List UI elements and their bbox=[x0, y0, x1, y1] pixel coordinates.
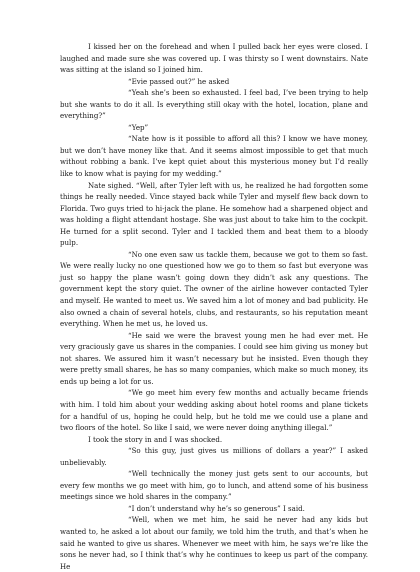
paragraph-afford-question: “Nate how is it possible to afford all this? I know we have money, but we don’t have money like that. And it seems almost impossible to get that much without robbing a bank. I’ve kept quiet about this mysterious money but I’d really like to know what is paying for my wedding.” bbox=[60, 134, 368, 179]
paragraph-kiss: I kissed her on the forehead and when I pulled back her eyes were closed. I laughed and made sure she was covered up. I was thirsty so I went downstairs. Nate was sitting at the island so I joined him. bbox=[60, 42, 368, 75]
paragraph-no-kids: “Well, when we met him, he said he never had any kids but wanted to, he asked a lot about our family, we told him the truth, and that’s when he said he wanted to give us shares. Whenever we meet with him, he says we’re like the sons he never had, so I think that’s why he continues to keep us part of the company. He bbox=[60, 515, 368, 571]
paragraph-exhausted: “Yeah she’s been so exhausted. I feel bad, I’ve been trying to help but she wants to do it all. Is everything still okay with the hotel, location, plane and everything?” bbox=[60, 88, 368, 121]
paragraph-technically: “Well technically the money just gets sent to our accounts, but every few months we go meet with him, go to lunch, and attend some of his business meetings since we hold shares in the company.” bbox=[60, 469, 368, 502]
paragraph-millions: “So this guy, just gives us millions of dollars a year?” I asked unbelievably. bbox=[60, 446, 368, 467]
paragraph-nate-sighed: Nate sighed. “Well, after Tyler left with us, he realized he had forgotten some things he really needed. Vince stayed back while Tyler and myself flew back down to Florida. Two guys tried to hi-jack the plane. He somehow had a sharpened object and was holding a flight attendant hostage. She was just about to take him to the cockpit. He turned for a split second. Tyler and I tackled them and beat them to a bloody pulp. bbox=[60, 180, 368, 248]
story-text bbox=[60, 41, 368, 572]
paragraph-bravest: “He said we were the bravest young men he had ever met. He very graciously gave us shares in the companies. I could see him giving us money but not shares. We assured him it wasn’t necessary but he insisted. Even though they were pretty small shares, he has so many companies, which make so much money, its ends up being a lot for us. bbox=[60, 330, 368, 386]
paragraph-yep: “Yep” bbox=[128, 122, 149, 132]
paragraph-no-one-saw: “No one even saw us tackle them, because we got to them so fast. We were really lucky no one questioned how we go to them so fast but everyone was just so happy the plane wasn’t going down they didn’t ask any questions. The government kept the story quiet. The owner of the airline however contacted Tyler and myself. He wanted to meet us. We saved him a lot of money and bad publicity. He also owned a chain of several hotels, clubs, and restaurants, so his reputation meant everything. When he met us, he loved us. bbox=[60, 249, 368, 329]
paragraph-evie-passed-out: “Evie passed out?” he asked bbox=[128, 76, 230, 86]
paragraph-shocked: I took the story in and I was shocked. bbox=[88, 434, 223, 444]
paragraph-generous: “I don’t understand why he’s so generous” I said. bbox=[128, 503, 305, 513]
paragraph-meet-him: “We go meet him every few months and actually became friends with him. I told him about your wedding asking about hotel rooms and plane tickets for a handful of us, hoping he could help, but he told me we could use a plane and two floors of the hotel. So like I said, we were never doing anything illegal.” bbox=[60, 388, 368, 433]
